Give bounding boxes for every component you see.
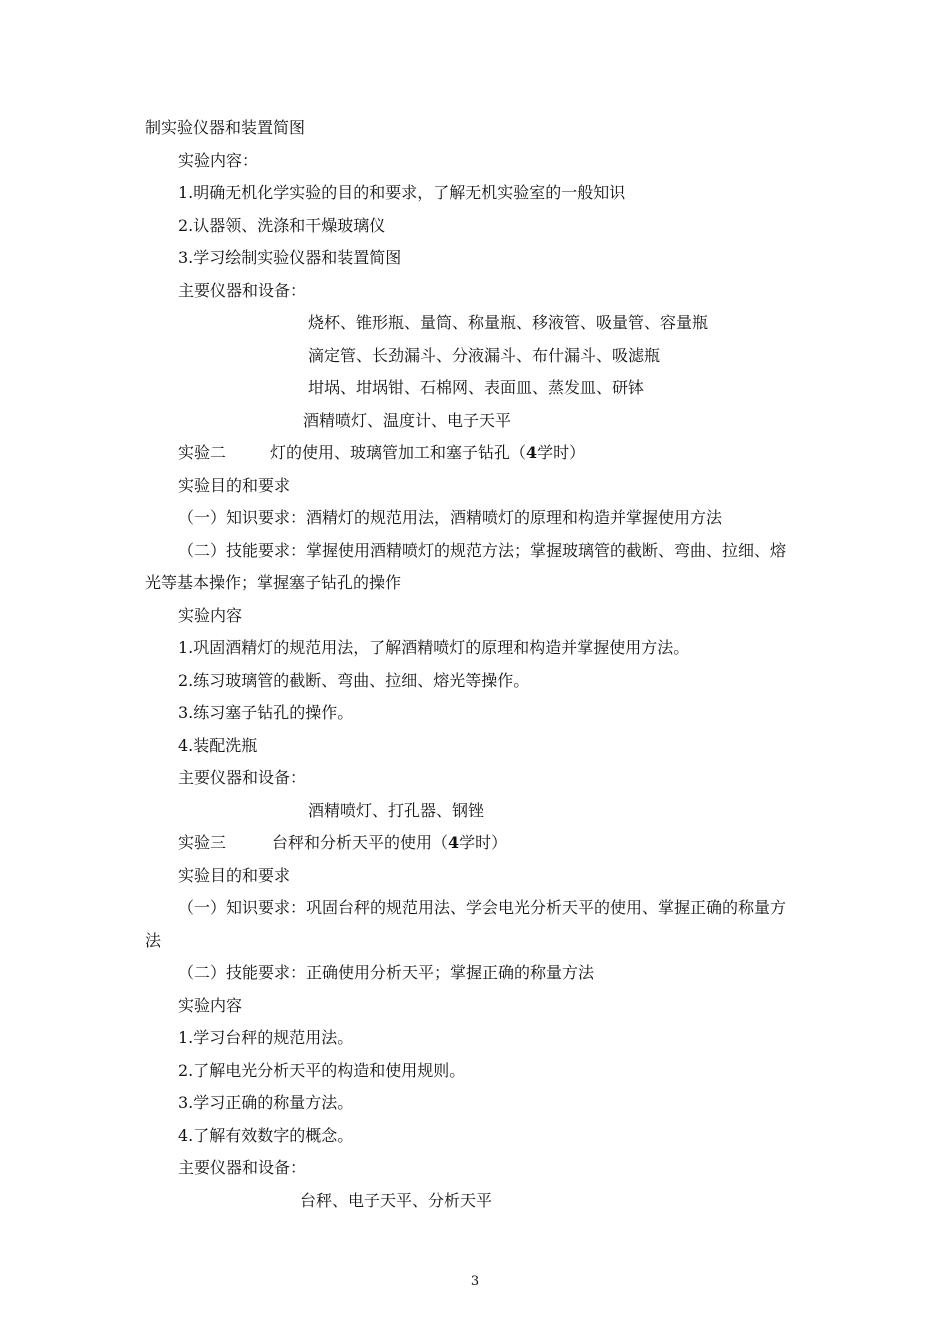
exp2-equipment: 酒精喷灯、打孔器、钢锉: [308, 801, 485, 820]
exp2-title-hours: 4: [526, 443, 538, 462]
exp2-content-item: 2.练习玻璃管的截断、弯曲、拉细、熔光等操作。: [178, 671, 530, 690]
exp1-content-item: 2.认器领、洗涤和干燥玻璃仪: [178, 216, 386, 235]
exp3-skill: （二）技能要求：正确使用分析天平；掌握正确的称量方法: [178, 963, 595, 982]
exp3-knowledge-line2: 法: [145, 931, 162, 950]
exp3-title-pre: 台秤和分析天平的使用（: [272, 833, 449, 852]
exp3-knowledge-line1: （一）知识要求：巩固台秤的规范用法、学会电光分析天平的使用、掌握正确的称量方: [178, 898, 787, 917]
exp1-equipment-line: 酒精喷灯、温度计、电子天平: [303, 411, 512, 430]
exp2-knowledge: （一）知识要求：酒精灯的规范用法，酒精喷灯的原理和构造并掌握使用方法: [178, 508, 723, 527]
exp1-equipment-line: 滴定管、长劲漏斗、分液漏斗、布什漏斗、吸滤瓶: [308, 346, 661, 365]
exp3-title-hours: 4: [448, 833, 460, 852]
exp1-content-item: 3.学习绘制实验仪器和装置简图: [178, 248, 402, 267]
exp1-equipment-line: 烧杯、锥形瓶、量筒、称量瓶、移液管、吸量管、容量瓶: [308, 313, 709, 332]
exp3-content-heading: 实验内容: [178, 996, 243, 1015]
exp2-goal-heading: 实验目的和要求: [178, 476, 291, 495]
intro-continuation: 制实验仪器和装置简图: [145, 118, 306, 137]
exp2-equipment-heading: 主要仪器和设备：: [178, 768, 307, 787]
exp2-title-post: 学时）: [537, 443, 586, 462]
exp2-title-pre: 灯的使用、玻璃管加工和塞子钻孔（: [270, 443, 527, 462]
exp3-equipment: 台秤、电子天平、分析天平: [300, 1191, 493, 1210]
exp3-content-item: 3.学习正确的称量方法。: [178, 1093, 354, 1112]
page-number: 3: [470, 1274, 480, 1289]
exp3-title-post: 学时）: [459, 833, 508, 852]
exp3-equipment-heading: 主要仪器和设备：: [178, 1158, 307, 1177]
exp1-equipment-line: 坩埚、坩埚钳、石棉网、表面皿、蒸发皿、研钵: [308, 378, 645, 397]
exp2-content-item: 3.练习塞子钻孔的操作。: [178, 703, 354, 722]
exp3-title: [272, 833, 507, 853]
exp1-content-heading: 实验内容：: [178, 151, 259, 170]
exp2-label: 实验二: [178, 443, 227, 462]
exp3-goal-heading: 实验目的和要求: [178, 866, 291, 885]
exp3-label: 实验三: [178, 833, 227, 852]
exp2-content-item: 1.巩固酒精灯的规范用法，了解酒精喷灯的原理和构造并掌握使用方法。: [178, 638, 690, 657]
exp3-content-item: 4.了解有效数字的概念。: [178, 1126, 354, 1145]
exp2-content-heading: 实验内容: [178, 606, 243, 625]
exp1-equipment-heading: 主要仪器和设备：: [178, 281, 307, 300]
exp2-title: [270, 443, 585, 463]
exp2-skill-line1: （二）技能要求：掌握使用酒精喷灯的规范方法；掌握玻璃管的截断、弯曲、拉细、熔: [178, 541, 787, 560]
exp2-content-item: 4.装配洗瓶: [178, 736, 258, 755]
exp3-content-item: 2.了解电光分析天平的构造和使用规则。: [178, 1061, 466, 1080]
exp2-skill-line2: 光等基本操作；掌握塞子钻孔的操作: [145, 573, 402, 592]
exp3-content-item: 1.学习台秤的规范用法。: [178, 1028, 354, 1047]
exp1-content-item: 1.明确无机化学实验的目的和要求，了解无机实验室的一般知识: [178, 183, 626, 202]
